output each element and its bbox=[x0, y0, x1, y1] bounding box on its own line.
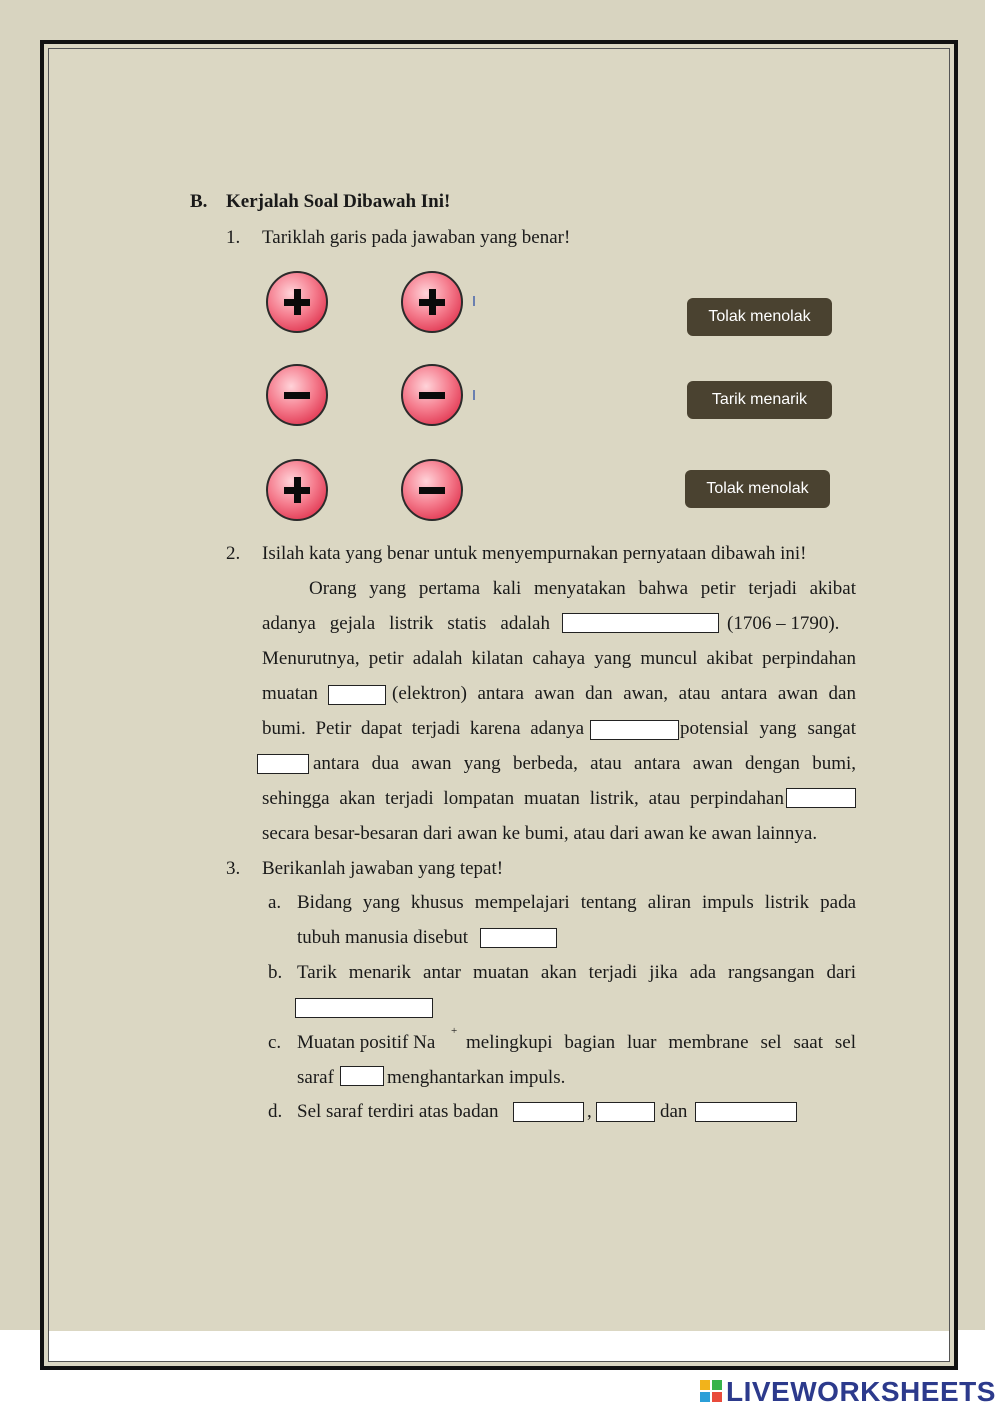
answer-box-3d-1[interactable] bbox=[513, 1102, 584, 1122]
q3a-label: a. bbox=[268, 892, 282, 913]
q2-line3: Menurutnya, petir adalah kilatan cahaya yang muncul akibat perpindahan bbox=[262, 648, 856, 669]
answer-box-3d-3[interactable] bbox=[695, 1102, 797, 1122]
line-anchor-1[interactable] bbox=[473, 296, 475, 306]
q3c-label: c. bbox=[268, 1032, 282, 1053]
q2-line4b: (elektron) antara awan dan awan, atau antara awan dan bbox=[392, 683, 856, 704]
q3d-text: Sel saraf terdiri atas badan bbox=[297, 1101, 499, 1122]
section-label: B. bbox=[190, 191, 208, 212]
answer-box-difference[interactable] bbox=[590, 720, 679, 740]
q2-line1: Orang yang pertama kali menyatakan bahwa petir terjadi akibat bbox=[309, 578, 856, 599]
section-title: Kerjalah Soal Dibawah Ini! bbox=[226, 191, 451, 212]
q3a-line1: Bidang yang khusus mempelajari tentang aliran impuls listrik pada bbox=[297, 892, 856, 913]
q3c-line2b: menghantarkan impuls. bbox=[387, 1067, 566, 1088]
answer-box-3c[interactable] bbox=[340, 1066, 384, 1086]
q2-number: 2. bbox=[226, 543, 241, 564]
q3c-superscript: + bbox=[451, 1025, 458, 1037]
answer-box-3d-2[interactable] bbox=[596, 1102, 655, 1122]
option-tarik-menarik[interactable]: Tarik menarik bbox=[687, 381, 832, 419]
answer-box-transfer[interactable] bbox=[786, 788, 856, 808]
answer-box-magnitude[interactable] bbox=[257, 754, 309, 774]
q2-line2a: adanya gejala listrik statis adalah bbox=[262, 613, 550, 634]
q3c-line1a: Muatan positif Na bbox=[297, 1032, 436, 1053]
q2-line5a: bumi. Petir dapat terjadi karena adanya bbox=[262, 718, 584, 739]
answer-box-3b[interactable] bbox=[295, 998, 433, 1018]
q3-text: Berikanlah jawaban yang tepat! bbox=[262, 858, 504, 879]
q3d-dan: dan bbox=[660, 1101, 688, 1122]
answer-box-scientist[interactable] bbox=[562, 613, 719, 633]
positive-charge-icon bbox=[266, 271, 328, 333]
bottom-band bbox=[49, 1331, 949, 1361]
q2-line5b: potensial yang sangat bbox=[680, 718, 856, 739]
option-tolak-menolak-2[interactable]: Tolak menolak bbox=[685, 470, 830, 508]
negative-charge-icon bbox=[266, 364, 328, 426]
positive-charge-icon bbox=[401, 271, 463, 333]
answer-box-3a[interactable] bbox=[480, 928, 557, 948]
q1-text: Tariklah garis pada jawaban yang benar! bbox=[262, 227, 571, 248]
liveworksheets-logo-icon bbox=[700, 1380, 722, 1402]
q3b-line1: Tarik menarik antar muatan akan terjadi jika ada rangsangan dari bbox=[297, 962, 856, 983]
q3d-comma: , bbox=[587, 1101, 592, 1122]
q3-number: 3. bbox=[226, 858, 241, 879]
q3b-label: b. bbox=[268, 962, 283, 983]
q2-line4a: muatan bbox=[262, 683, 318, 704]
q2-text: Isilah kata yang benar untuk menyempurnakan pernyataan dibawah ini! bbox=[262, 543, 807, 564]
line-anchor-2[interactable] bbox=[473, 390, 475, 400]
positive-charge-icon bbox=[266, 459, 328, 521]
q2-line7: sehingga akan terjadi lompatan muatan listrik, atau perpindahan bbox=[262, 788, 784, 809]
q2-line2b: (1706 – 1790). bbox=[727, 613, 840, 634]
q3d-label: d. bbox=[268, 1101, 283, 1122]
q2-line8: secara besar-besaran dari awan ke bumi, atau dari awan ke awan lainnya. bbox=[262, 823, 818, 844]
q2-line6: antara dua awan yang berbeda, atau antara awan dengan bumi, bbox=[313, 753, 856, 774]
q3c-line1b: melingkupi bagian luar membrane sel saat sel bbox=[466, 1032, 856, 1053]
q1-number: 1. bbox=[226, 227, 241, 248]
liveworksheets-brand[interactable]: LIVEWORKSHEETS bbox=[726, 1376, 996, 1407]
q3a-line2: tubuh manusia disebut bbox=[297, 927, 468, 948]
negative-charge-icon bbox=[401, 364, 463, 426]
negative-charge-icon bbox=[401, 459, 463, 521]
q3c-line2a: saraf bbox=[297, 1067, 334, 1088]
answer-box-charge[interactable] bbox=[328, 685, 386, 705]
option-tolak-menolak-1[interactable]: Tolak menolak bbox=[687, 298, 832, 336]
